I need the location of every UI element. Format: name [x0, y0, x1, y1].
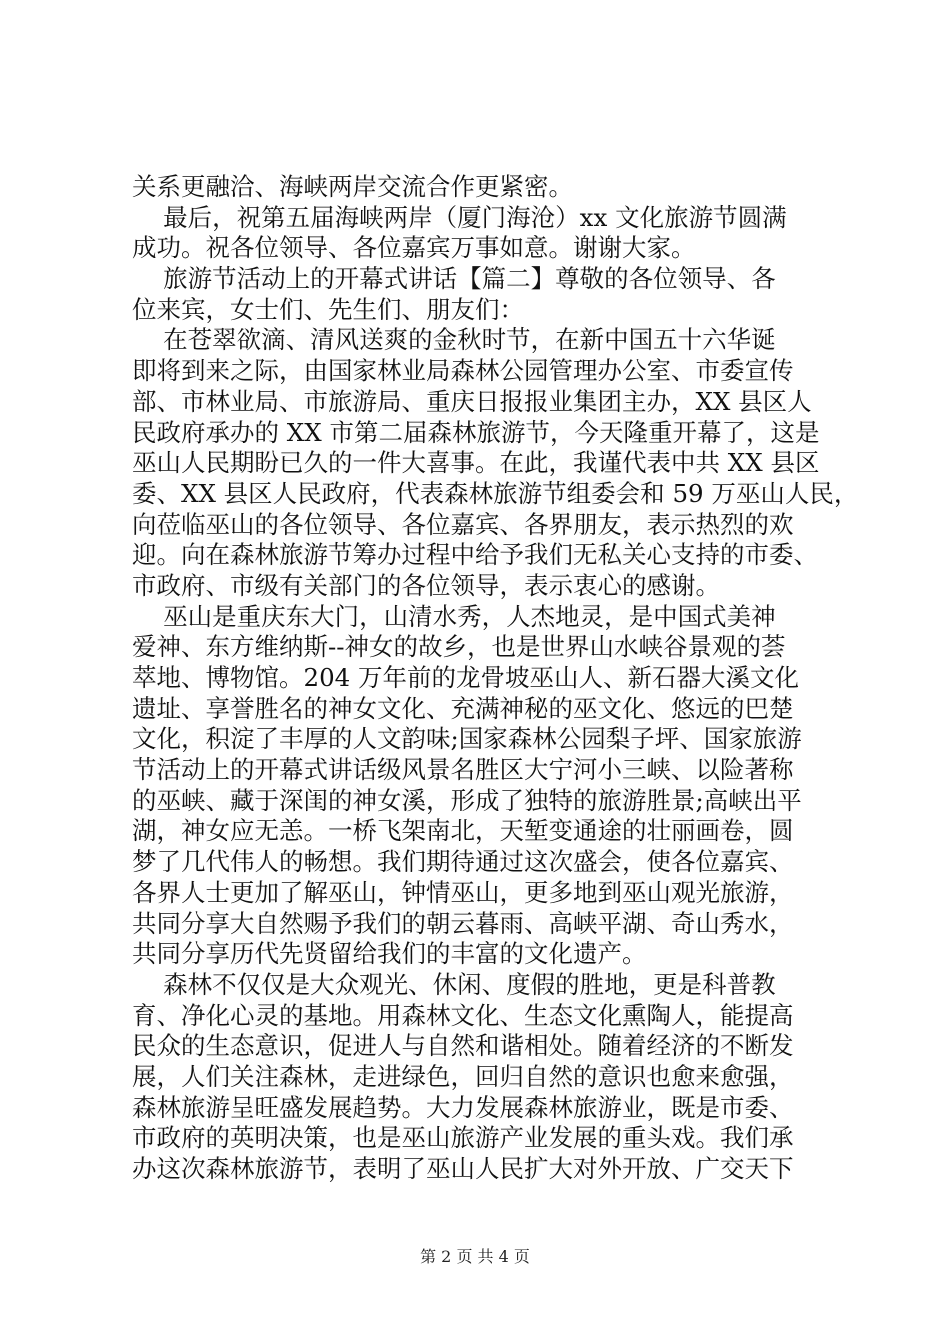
text-line: 爱神、东方维纳斯--神女的故乡，也是世界山水峡谷景观的荟: [132, 632, 786, 662]
text-line: 最后，祝第五届海峡两岸（厦门海沧）xx 文化旅游节圆满: [132, 202, 787, 232]
text-line: 市政府的英明决策，也是巫山旅游产业发展的重头戏。我们承: [132, 1123, 794, 1153]
document-body: [132, 172, 859, 1185]
text-line: 节活动上的开幕式讲话级风景名胜区大宁河小三峡、以险著称: [132, 755, 794, 785]
text-line: 育、净化心灵的基地。用森林文化、生态文化熏陶人，能提高: [132, 1000, 794, 1030]
text-line: 展，人们关注森林，走进绿色，回归自然的意识也愈来愈强，: [132, 1061, 794, 1091]
text-line: 部、市林业局、市旅游局、重庆日报报业集团主办，XX 县区人: [132, 386, 812, 416]
page-footer: 第 2 页 共 4 页: [420, 1247, 530, 1266]
text-line: 市政府、市级有关部门的各位领导，表示衷心的感谢。: [132, 570, 720, 600]
text-line: 巫山是重庆东大门，山清水秀，人杰地灵，是中国式美神: [132, 601, 776, 631]
text-line: 湖，神女应无恙。一桥飞架南北，天堑变通途的壮丽画卷，圆: [132, 816, 794, 846]
text-line: 文化，积淀了丰厚的人文韵味;国家森林公园梨子坪、国家旅游: [132, 724, 802, 754]
text-line: 森林不仅仅是大众观光、休闲、度假的胜地，更是科普教: [132, 969, 776, 999]
text-line: 遗址、享誉胜名的神女文化、充满神秘的巫文化、悠远的巴楚: [132, 693, 794, 723]
text-line: 关系更融洽、海峡两岸交流合作更紧密。: [132, 172, 573, 201]
text-line: 共同分享历代先贤留给我们的丰富的文化遗产。: [132, 939, 647, 969]
text-line: 即将到来之际，由国家林业局森林公园管理办公室、市委宣传: [132, 356, 794, 386]
text-line: 的巫峡、藏于深闺的神女溪，形成了独特的旅游胜景;高峡出平: [132, 785, 802, 815]
text-line: 巫山人民期盼已久的一件大喜事。在此，我谨代表中共 XX 县区: [132, 448, 820, 478]
text-line: 办这次森林旅游节，表明了巫山人民扩大对外开放、广交天下: [132, 1154, 794, 1183]
text-line: 民众的生态意识，促进人与自然和谐相处。随着经济的不断发: [132, 1031, 794, 1061]
text-line: 迎。向在森林旅游节筹办过程中给予我们无私关心支持的市委、: [132, 540, 818, 570]
text-line: 向莅临巫山的各位领导、各位嘉宾、各界朋友，表示热烈的欢: [132, 509, 794, 539]
text-line: 位来宾，女士们、先生们、朋友们：: [132, 294, 524, 324]
text-line: 梦了几代伟人的畅想。我们期待通过这次盛会，使各位嘉宾、: [132, 847, 794, 877]
text-line: 共同分享大自然赐予我们的朝云暮雨、高峡平湖、奇山秀水，: [132, 908, 794, 938]
text-line: 委、XX 县区人民政府，代表森林旅游节组委会和 59 万巫山人民，: [132, 478, 859, 508]
text-line: 民政府承办的 XX 市第二届森林旅游节，今天隆重开幕了，这是: [132, 417, 820, 447]
text-line: 森林旅游呈旺盛发展趋势。大力发展森林旅游业，既是市委、: [132, 1092, 794, 1122]
text-line: 旅游节活动上的开幕式讲话【篇二】尊敬的各位领导、各: [132, 264, 776, 294]
text-line: 成功。祝各位领导、各位嘉宾万事如意。谢谢大家。: [132, 233, 696, 263]
text-line: 在苍翠欲滴、清风送爽的金秋时节，在新中国五十六华诞: [132, 325, 776, 355]
text-line: 萃地、博物馆。204 万年前的龙骨坡巫山人、新石器大溪文化: [132, 663, 800, 692]
text-line: 各界人士更加了解巫山，钟情巫山，更多地到巫山观光旅游，: [132, 877, 794, 907]
